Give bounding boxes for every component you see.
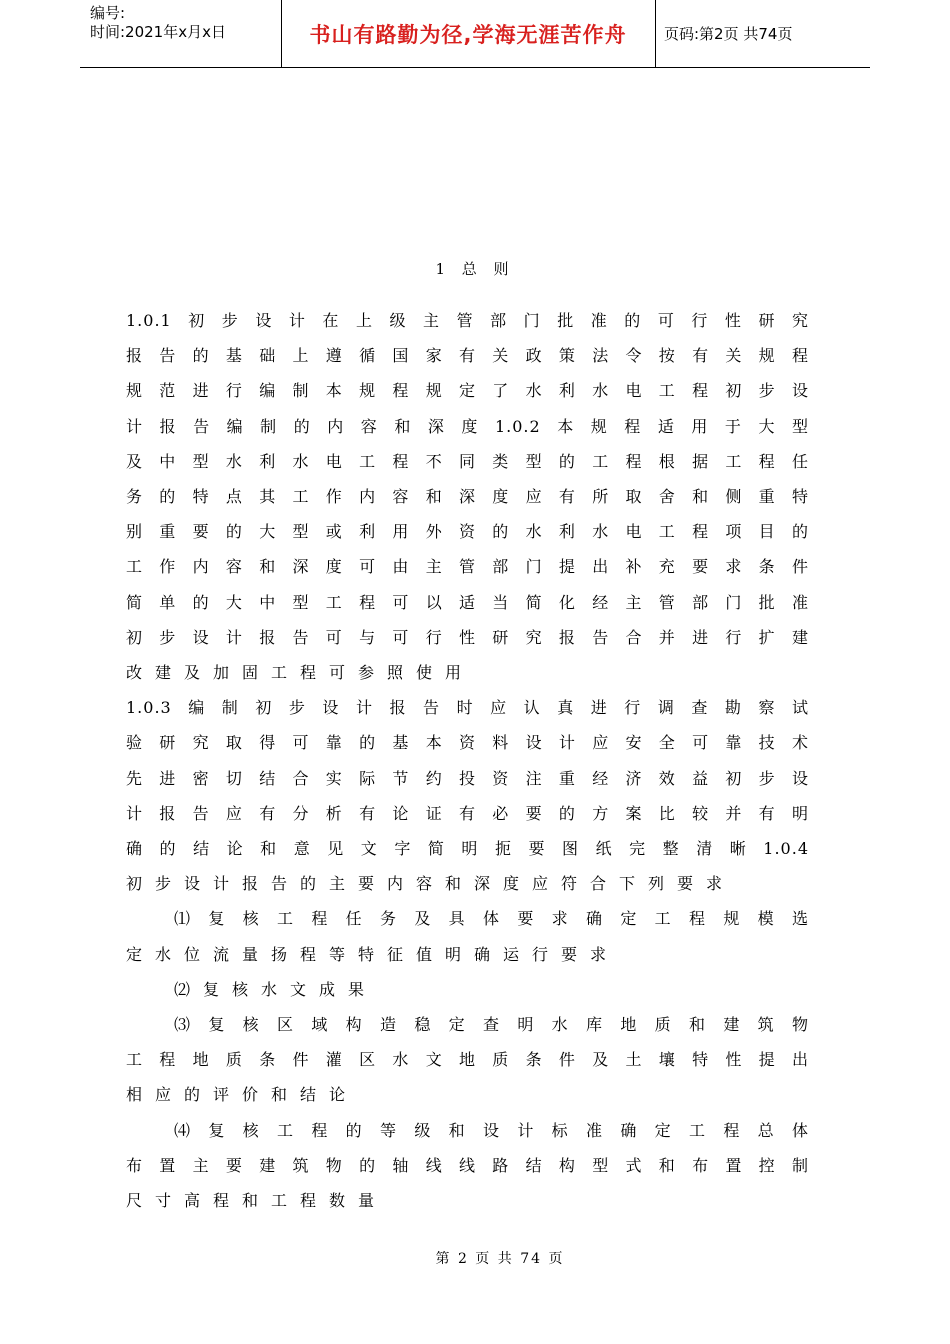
text-line: 尺寸高程和工程数量	[126, 1191, 388, 1211]
text-line: 简单的大中型工程可以适当简化经主管部门批准	[126, 592, 809, 612]
text-line: 务的特点其工作内容和深度应有所取舍和侧重特	[126, 487, 809, 507]
document-body	[126, 303, 809, 1218]
text-line: 改建及加固工程可参照使用	[126, 663, 475, 683]
text-line: ⑶复核区域构造稳定查明水库地质和建筑物	[174, 1015, 809, 1035]
text-line: ⑷复核工程的等级和设计标准确定工程总体	[174, 1120, 809, 1140]
text-line: 先进密切结合实际节约投资注重经济效益初步设	[126, 768, 809, 788]
page-header	[80, 0, 870, 68]
document-time-label: 时间:2021年x月x日	[90, 23, 226, 41]
text-line: ⑵复核水文成果	[174, 979, 378, 999]
text-line: 验研究取得可靠的基本资料设计应安全可靠技术	[126, 733, 809, 753]
text-line: 计报告应有分析有论证有必要的方案比较并有明	[126, 803, 809, 823]
header-page-info: 页码:第2页 共74页	[664, 25, 793, 43]
text-line: 规范进行编制本规程规定了水利水电工程初步设	[126, 381, 809, 401]
text-line: 相应的评价和结论	[126, 1085, 359, 1105]
paragraph-p6	[126, 1113, 809, 1219]
text-line: 及中型水利水电工程不同类型的工程根据工程任	[126, 451, 809, 471]
section-title: 1 总 则	[435, 260, 515, 278]
text-line: 确的结论和意见文字简明扼要图纸完整清晰1.0.4	[126, 839, 809, 859]
paragraph-p1	[126, 303, 809, 690]
text-line: 初步设计报告的主要内容和深度应符合下列要求	[126, 874, 736, 894]
text-line: 计报告编制的内容和深度1.0.2本规程适用于大型	[126, 416, 809, 436]
document-number-label: 编号:	[90, 4, 126, 22]
header-divider-right	[655, 0, 656, 67]
paragraph-p5	[126, 1007, 809, 1113]
text-line: 工作内容和深度可由主管部门提出补充要求条件	[126, 557, 809, 577]
paragraph-p2	[126, 690, 809, 901]
text-line: 1.0.1初步设计在上级主管部门批准的可行性研究	[126, 311, 809, 330]
text-line: 工程地质条件灌区水文地质条件及土壤特性提出	[126, 1050, 809, 1070]
text-line: 布置主要建筑物的轴线线路结构型式和布置控制	[126, 1155, 809, 1175]
text-line: 初步设计报告可与可行性研究报告合并进行扩建	[126, 627, 809, 647]
text-line: 别重要的大型或利用外资的水利水电工程项目的	[126, 522, 809, 542]
paragraph-p4	[126, 972, 809, 1007]
paragraph-p3	[126, 901, 809, 971]
header-motto: 书山有路勤为径,学海无涯苦作舟	[309, 22, 627, 47]
header-meta	[90, 4, 226, 42]
text-line: ⑴复核工程任务及具体要求确定工程规模选	[174, 909, 809, 929]
text-line: 1.0.3编制初步设计报告时应认真进行调查勘察试	[126, 698, 809, 718]
text-line: 定水位流量扬程等特征值明确运行要求	[126, 944, 620, 964]
page-footer: 第 2 页 共 74 页	[435, 1251, 565, 1267]
text-line: 报告的基础上遵循国家有关政策法令按有关规程	[126, 346, 809, 366]
